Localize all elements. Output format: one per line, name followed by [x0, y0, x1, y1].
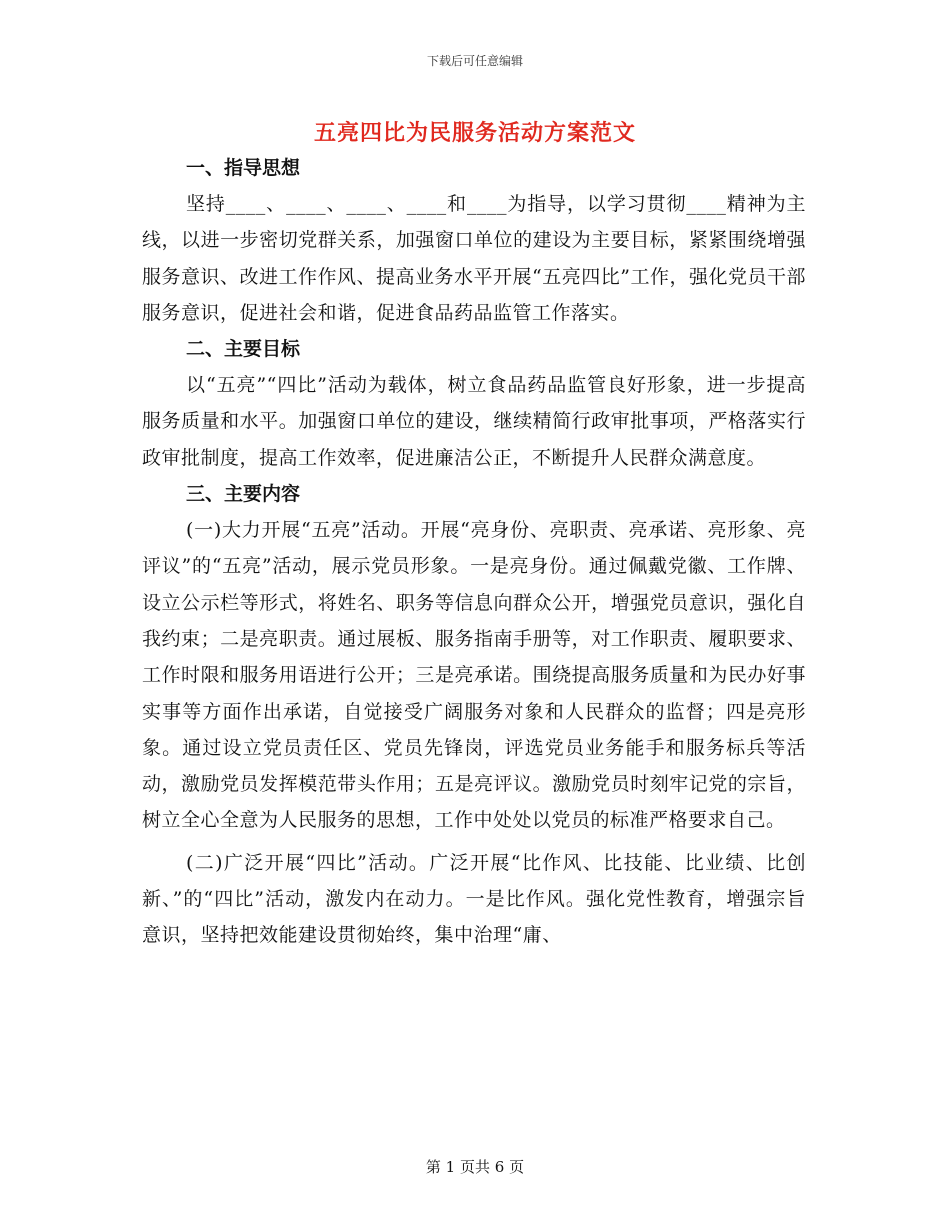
section-heading-main-content: 三、主要内容 — [186, 483, 301, 506]
paragraph: (一)大力开展“五亮”活动。开展“亮身份、亮职责、亮承诺、亮形象、亮评议”的“五亮”活动，展示党员形象。一是亮身份。通过佩戴党徽、工作牌、设立公示栏等形式，将姓名、职务等信息向群众公开，增强党员意识，强化自我约束；二是亮职责。通过展板、服务指南手册等，对工作职责、履职要求、工作时限和服务用语进行公开；三是亮承诺。围绕提高服务质量和为民办好事实事等方面作出承诺，自觉接受广阔服务对象和人民群众的监督；四是亮形象。通过设立党员责任区、党员先锋岗，评选党员业务能手和服务标兵等活动，激励党员发挥模范带头作用；五是亮评议。激励党员时刻牢记党的宗旨，树立全心全意为人民服务的思想，工作中处处以党员的标准严格要求自己。 — [142, 519, 806, 832]
document-body — [142, 150, 806, 954]
paragraph: 坚持____、____、____、____和____为指导，以学习贯彻____精神为主线，以进一步密切党群关系，加强窗口单位的建设为主要目标，紧紧围绕增强服务意识、改进工作作风、提高业务水平开展“五亮四比”工作，强化党员干部服务意识，促进社会和谐，促进食品药品监管工作落实。 — [142, 193, 806, 324]
section-heading-main-goals: 二、主要目标 — [186, 338, 301, 361]
page-number-footer: 第 1 页共 6 页 — [425, 1158, 525, 1176]
header-note: 下载后可任意编辑 — [426, 54, 523, 68]
document-title: 五亮四比为民服务活动方案范文 — [313, 120, 636, 146]
section-heading-guiding-thought: 一、指导思想 — [186, 157, 301, 179]
paragraph: (二)广泛开展“四比”活动。广泛开展“比作风、比技能、比业绩、比创新、”的“四比”活动，激发内在动力。一是比作风。强化党性教育，增强宗旨意识，坚持把效能建设贯彻始终，集中治理“庸、 — [142, 851, 806, 947]
paragraph: 以“五亮”“四比”活动为载体，树立食品药品监管良好形象，进一步提高服务质量和水平。加强窗口单位的建设，继续精简行政审批事项，严格落实行政审批制度，提高工作效率，促进廉洁公正，不断提升人民群众满意度。 — [142, 374, 806, 469]
